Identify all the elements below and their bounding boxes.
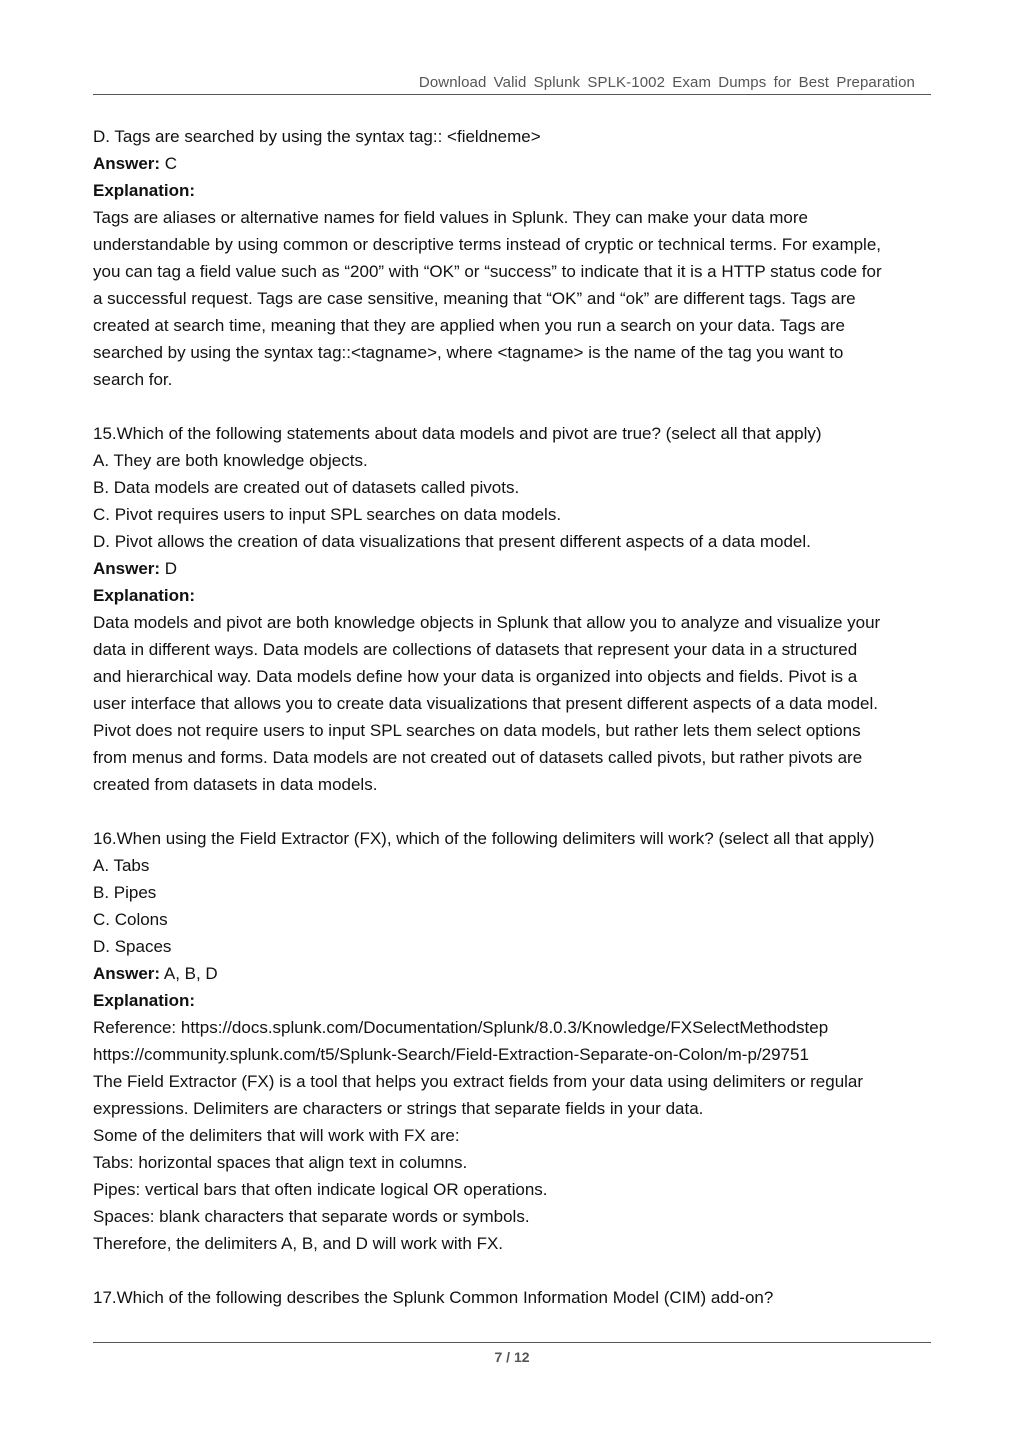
q15-question: 15.Which of the following statements about data models and pivot are true? (select all that apply) [93, 424, 822, 443]
q16-explanation-line: The Field Extractor (FX) is a tool that helps you extract fields from your data using delimiters or regular [93, 1072, 864, 1091]
q14-explanation-line: understandable by using common or descriptive terms instead of cryptic or technical terms. For example, [93, 235, 882, 254]
q16-explanation-line: Pipes: vertical bars that often indicate logical OR operations. [93, 1180, 548, 1199]
reference-link[interactable]: Reference: https://docs.splunk.com/Documentation/Splunk/8.0.3/Knowledge/FXSelectMethodstep [93, 1018, 829, 1037]
answer-label: Answer: [93, 964, 161, 983]
answer-value: C [160, 154, 178, 173]
q15-answer [93, 555, 938, 582]
answer-label: Answer: [93, 559, 161, 578]
q16-option: B. Pipes [93, 883, 157, 902]
q14-explanation-line: Tags are aliases or alternative names for field values in Splunk. They can make your data more [93, 208, 808, 227]
q15-explanation-line: created from datasets in data models. [93, 775, 378, 794]
q16-question: 16.When using the Field Extractor (FX), which of the following delimiters will work? (select all that apply) [93, 829, 875, 848]
q14-explanation-heading [93, 177, 938, 204]
q16-explanation-line: Tabs: horizontal spaces that align text in columns. [93, 1153, 468, 1172]
q16-option: C. Colons [93, 910, 168, 929]
q16-explanation-line: expressions. Delimiters are characters or strings that separate fields in your data. [93, 1099, 704, 1118]
explanation-label: Explanation: [93, 181, 196, 200]
q15-explanation-line: from menus and forms. Data models are not created out of datasets called pivots, but rather pivots are [93, 748, 863, 767]
q17-question: 17.Which of the following describes the Splunk Common Information Model (CIM) add-on? [93, 1288, 774, 1307]
q16-explanation-line: Spaces: blank characters that separate words or symbols. [93, 1207, 530, 1226]
q15-explanation-line: Pivot does not require users to input SPL searches on data models, but rather lets them select options [93, 721, 861, 740]
page-footer [93, 1342, 931, 1365]
reference-link[interactable]: https://community.splunk.com/t5/Splunk-Search/Field-Extraction-Separate-on-Colon/m-p/29751 [93, 1045, 809, 1064]
q16-option: A. Tabs [93, 856, 150, 875]
q15-option: D. Pivot allows the creation of data visualizations that present different aspects of a data model. [93, 532, 811, 551]
page-header [93, 72, 931, 95]
q15-explanation-line: and hierarchical way. Data models define how your data is organized into objects and fields. Pivot is a [93, 667, 858, 686]
q15-option: A. They are both knowledge objects. [93, 451, 368, 470]
q15-explanation-line: Data models and pivot are both knowledge objects in Splunk that allow you to analyze and visualize your [93, 613, 881, 632]
q16-answer [93, 960, 938, 987]
spacer [93, 798, 938, 825]
q14-explanation-line: search for. [93, 370, 173, 389]
header-title: Download Valid Splunk SPLK-1002 Exam Dumps for Best Preparation [418, 74, 915, 91]
q16-explanation-line: Therefore, the delimiters A, B, and D will work with FX. [93, 1234, 504, 1253]
q15-option: C. Pivot requires users to input SPL searches on data models. [93, 505, 562, 524]
answer-value: D [160, 559, 178, 578]
spacer [93, 393, 938, 420]
q15-explanation-line: data in different ways. Data models are collections of datasets that represent your data in a structured [93, 640, 858, 659]
q15-explanation-heading [93, 582, 938, 609]
q15-option: B. Data models are created out of datasets called pivots. [93, 478, 520, 497]
q14-option-d: D. Tags are searched by using the syntax tag:: <fieldneme> [93, 127, 541, 146]
answer-label: Answer: [93, 154, 161, 173]
spacer [93, 1257, 938, 1284]
q14-explanation-line: a successful request. Tags are case sensitive, meaning that “OK” and “ok” are different tags. Tags are [93, 289, 856, 308]
explanation-label: Explanation: [93, 991, 196, 1010]
q14-answer [93, 150, 938, 177]
q15-explanation-line: user interface that allows you to create data visualizations that present different aspects of a data model. [93, 694, 878, 713]
explanation-label: Explanation: [93, 586, 196, 605]
q14-explanation-line: created at search time, meaning that they are applied when you run a search on your data. Tags are [93, 316, 845, 335]
document-body [93, 123, 938, 1311]
page-number: 7 / 12 [494, 1349, 530, 1365]
q14-explanation-line: you can tag a field value such as “200” with “OK” or “success” to indicate that it is a HTTP status code for [93, 262, 882, 281]
q16-explanation-heading [93, 987, 938, 1014]
answer-value: A, B, D [160, 964, 218, 983]
q16-option: D. Spaces [93, 937, 172, 956]
q16-explanation-line: Some of the delimiters that will work with FX are: [93, 1126, 460, 1145]
q14-explanation-line: searched by using the syntax tag::<tagname>, where <tagname> is the name of the tag you want to [93, 343, 844, 362]
